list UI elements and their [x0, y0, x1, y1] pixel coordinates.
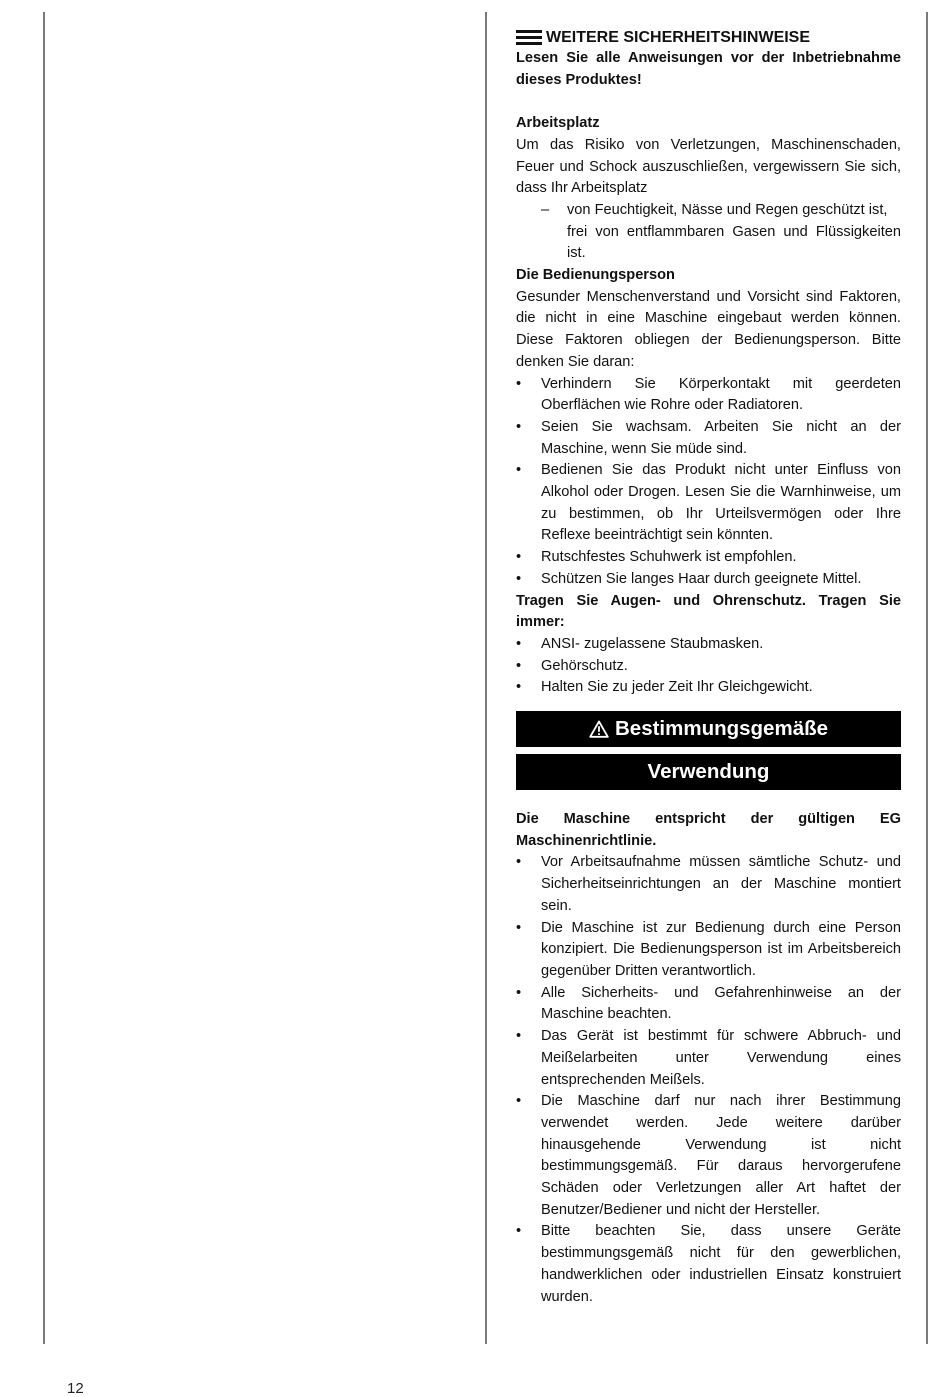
list-item: [516, 374, 901, 417]
bullet-marker: •: [516, 984, 522, 1001]
bullet-marker: •: [516, 854, 522, 871]
menu-lines-icon: [516, 29, 542, 46]
bullet-marker: •: [516, 1028, 522, 1045]
list-item: [516, 1091, 901, 1221]
list-item: [516, 634, 901, 656]
list-item-text: Die Maschine ist zur Bedienung durch eine Person konzipiert. Die Bedienungsperson ist im Arbeitsbereich gegenüber Dritten verantwortlich.: [541, 919, 901, 979]
dash-marker: –: [541, 201, 550, 218]
bullet-marker: •: [516, 1093, 522, 1110]
workplace-list: [516, 200, 901, 265]
list-item: [516, 200, 901, 222]
list-item: [516, 1221, 901, 1308]
list-item-text: Halten Sie zu jeder Zeit Ihr Gleichgewicht.: [541, 679, 813, 696]
list-item: [516, 547, 901, 569]
operator-text: Gesunder Menschenverstand und Vorsicht sind Faktoren, die nicht in eine Maschine eingebaut werden können. Diese Faktoren obliegen der Bedienungsperson. Bitte denken Sie daran:: [516, 288, 901, 370]
list-item: [516, 656, 901, 678]
list-item-text: Die Maschine darf nur nach ihrer Bestimmung verwendet werden. Jede weitere darüber hinausgehende Verwendung ist nicht bestimmungsgemäß. Für daraus hervorgerufene Schäden oder Verletzungen aller Art haftet der Benutzer/Bediener und nicht der Hersteller.: [541, 1093, 901, 1218]
intended-use-intro: Die Maschine entspricht der gültigen EG Maschinenrichtlinie.: [516, 811, 901, 849]
bullet-marker: •: [516, 919, 522, 936]
banner-title-line-2: Verwendung: [647, 760, 770, 784]
left-column-rule: [43, 12, 45, 1344]
list-item: [516, 852, 901, 917]
list-item: [516, 677, 901, 699]
bullet-marker: •: [516, 418, 522, 435]
list-item-text: Vor Arbeitsaufnahme müssen sämtliche Schutz- und Sicherheitseinrichtungen an der Maschine montiert sein.: [541, 854, 901, 914]
list-item: [516, 460, 901, 547]
safety-heading: [516, 27, 901, 48]
list-item-text: Seien Sie wachsam. Arbeiten Sie nicht an der Maschine, wenn Sie müde sind.: [541, 418, 901, 457]
list-item-text: Bedienen Sie das Produkt nicht unter Einfluss von Alkohol oder Drogen. Lesen Sie die Warnhinweise, um zu bestimmen, ob Ihr Urteilsvermögen oder Ihre Reflexe beeinträchtigt sein könnten.: [541, 462, 901, 544]
list-item-text: Das Gerät ist bestimmt für schwere Abbruch- und Meißelarbeiten unter Verwendung eines entsprechenden Meißels.: [541, 1028, 901, 1088]
banner-line-2: [516, 754, 901, 790]
list-item: [516, 1026, 901, 1091]
list-item: [516, 417, 901, 460]
workplace-text: Um das Risiko von Verletzungen, Maschinenschaden, Feuer und Schock auszuschließen, vergewissern Sie sich, dass Ihr Arbeitsplatz: [516, 136, 901, 197]
list-item-text: ANSI- zugelassene Staubmasken.: [541, 635, 764, 652]
list-item-text: von Feuchtigkeit, Nässe und Regen geschützt ist,: [567, 201, 888, 218]
protection-list: [516, 634, 901, 699]
list-item: [516, 918, 901, 983]
bullet-marker: •: [516, 657, 522, 674]
protection-heading: Tragen Sie Augen- und Ohrenschutz. Tragen Sie immer:: [516, 592, 901, 631]
operator-heading: Die Bedienungsperson: [516, 267, 675, 284]
bullet-marker: •: [516, 462, 522, 479]
banner-line-1: [516, 711, 901, 747]
bullet-marker: •: [516, 549, 522, 566]
intended-use-banner: [516, 711, 901, 790]
list-item: [516, 569, 901, 591]
safety-intro: Lesen Sie alle Anweisungen vor der Inbetriebnahme dieses Produktes!: [516, 50, 901, 88]
intended-use-list: [516, 852, 901, 1308]
center-column-rule: [485, 12, 487, 1344]
operator-list: [516, 374, 901, 591]
right-column-rule: [926, 12, 928, 1344]
list-item-text: frei von entflammbaren Gasen und Flüssigkeiten ist.: [567, 223, 901, 262]
list-item-text: Verhindern Sie Körperkontakt mit geerdeten Oberflächen wie Rohre oder Radiatoren.: [541, 375, 901, 414]
list-item-text: Gehörschutz.: [541, 657, 628, 674]
list-item: [516, 222, 901, 265]
list-item-text: Rutschfestes Schuhwerk ist empfohlen.: [541, 549, 797, 566]
list-item: [516, 983, 901, 1026]
bullet-marker: •: [516, 570, 522, 587]
right-column: [516, 27, 901, 1308]
warning-triangle-icon: [589, 720, 609, 738]
safety-heading-text: WEITERE SICHERHEITSHINWEISE: [546, 29, 811, 46]
bullet-marker: •: [516, 635, 522, 652]
bullet-marker: •: [516, 1223, 522, 1240]
list-item-text: Schützen Sie langes Haar durch geeignete Mittel.: [541, 570, 862, 587]
bullet-marker: •: [516, 375, 522, 392]
bullet-marker: •: [516, 679, 522, 696]
page-number: 12: [67, 1380, 84, 1397]
list-item-text: Bitte beachten Sie, dass unsere Geräte bestimmungsgemäß nicht für den gewerblichen, handwerklichen oder industriellen Einsatz konstruiert wurden.: [541, 1223, 901, 1305]
workplace-heading: Arbeitsplatz: [516, 115, 600, 132]
spacer: [516, 91, 901, 113]
list-item-text: Alle Sicherheits- und Gefahrenhinweise an der Maschine beachten.: [541, 984, 901, 1023]
banner-title-line-1: Bestimmungsgemäße: [614, 717, 829, 741]
